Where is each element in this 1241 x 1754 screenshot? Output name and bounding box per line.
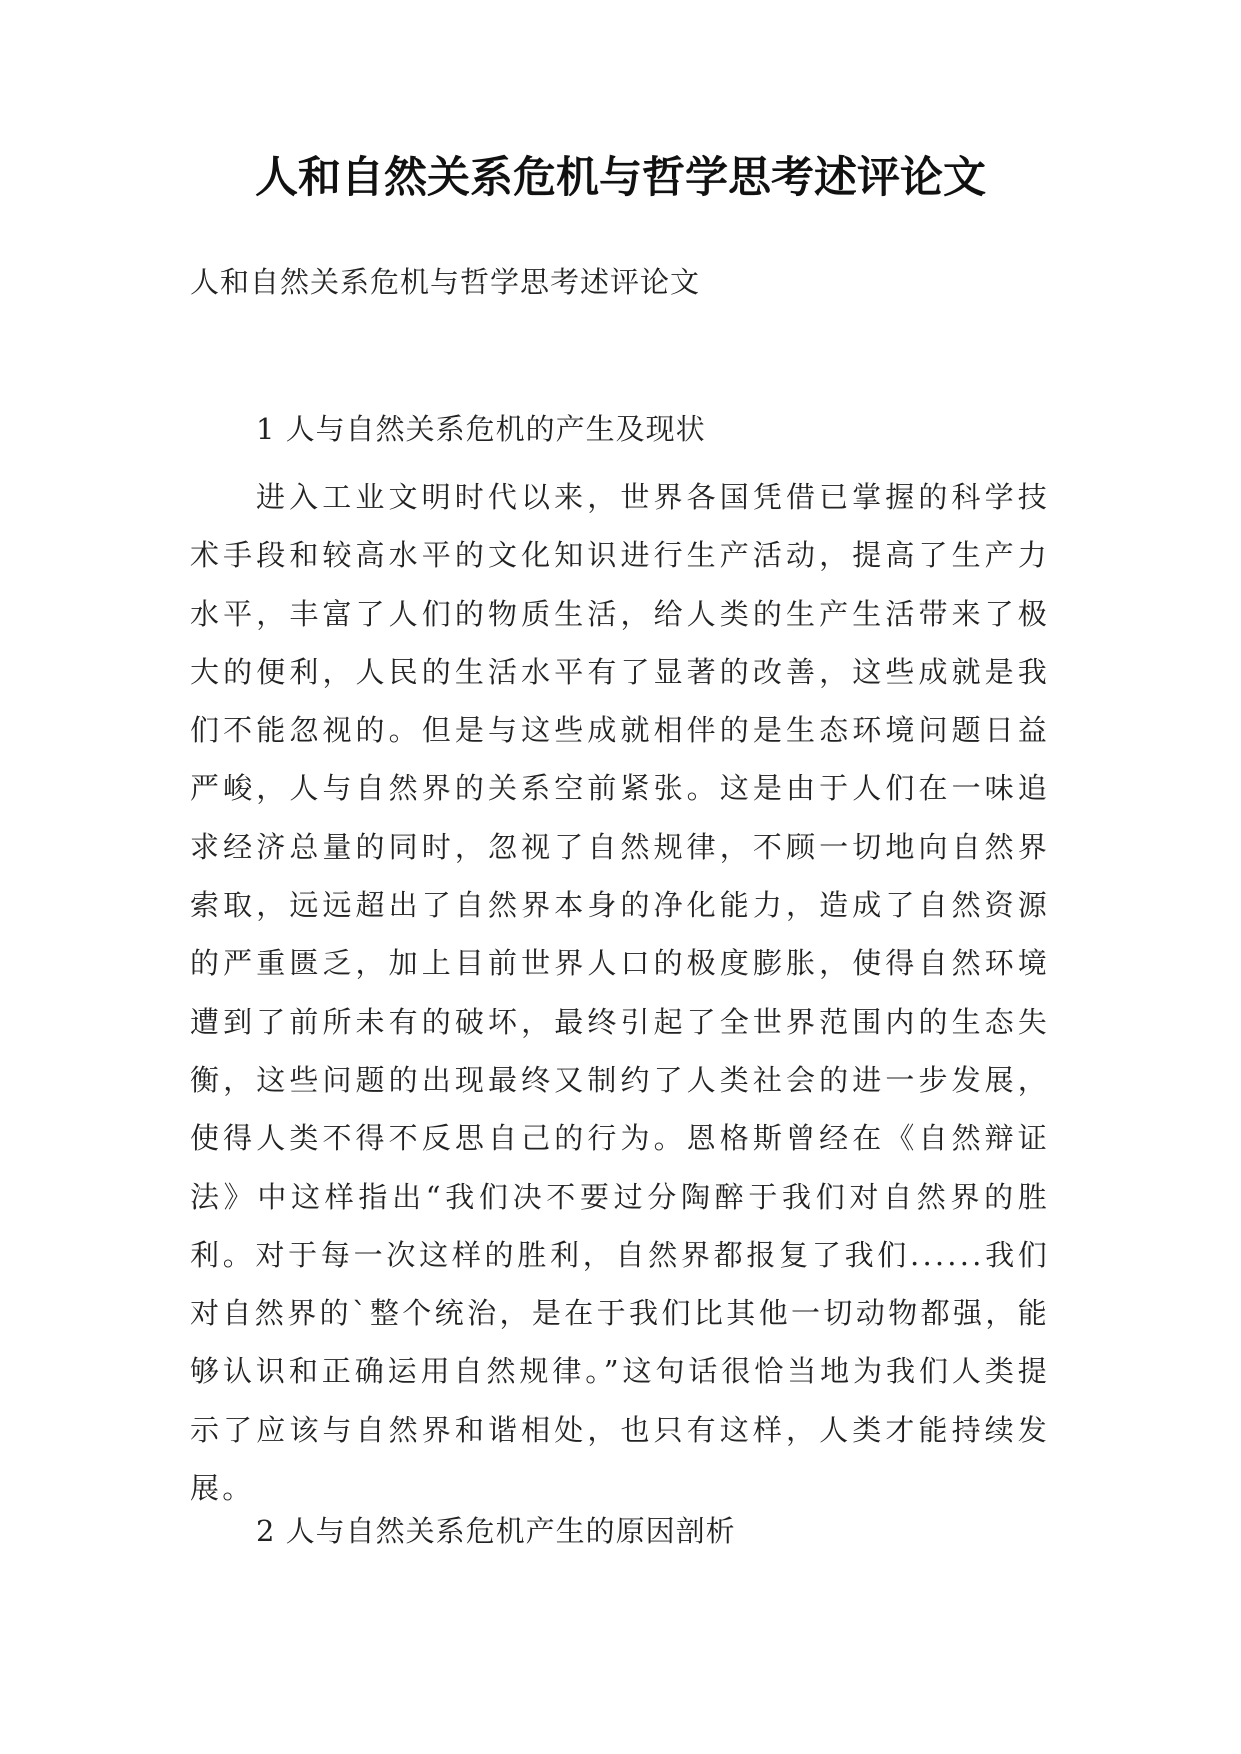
section-2-heading: 2 人与自然关系危机产生的原因剖析	[256, 1514, 736, 1548]
document-title: 人和自然关系危机与哲学思考述评论文	[255, 153, 986, 203]
section-1-paragraph: 进入工业文明时代以来，世界各国凭借已掌握的科学技术手段和较高水平的文化知识进行生产活动，提高了生产力水平，丰富了人们的物质生活，给人类的生产生活带来了极大的便利，人民的生活水平有了显著的改善，这些成就是我们不能忽视的。但是与这些成就相伴的是生态环境问题日益严峻，人与自然界的关系空前紧张。这是由于人们在一味追求经济总量的同时，忽视了自然规律，不顾一切地向自然界索取，远远超出了自然界本身的净化能力，造成了自然资源的严重匮乏，加上目前世界人口的极度膨胀，使得自然环境遭到了前所未有的破坏，最终引起了全世界范围内的生态失衡，这些问题的出现最终又制约了人类社会的进一步发展，使得人类不得不反思自己的行为。恩格斯曾经在《自然辩证法》中这样指出“我们决不要过分陶醉于我们对自然界的胜利。对于每一次这样的胜利，自然界都报复了我们......我们对自然界的`整个统治，是在于我们比其他一切动物都强，能够认识和正确运用自然规律。”这句话很恰当地为我们人类提示了应该与自然界和谐相处，也只有这样，人类才能持续发展。	[190, 480, 1050, 1506]
section-1-heading: 1 人与自然关系危机的产生及现状	[256, 412, 706, 446]
document-subtitle: 人和自然关系危机与哲学思考述评论文	[190, 265, 701, 299]
